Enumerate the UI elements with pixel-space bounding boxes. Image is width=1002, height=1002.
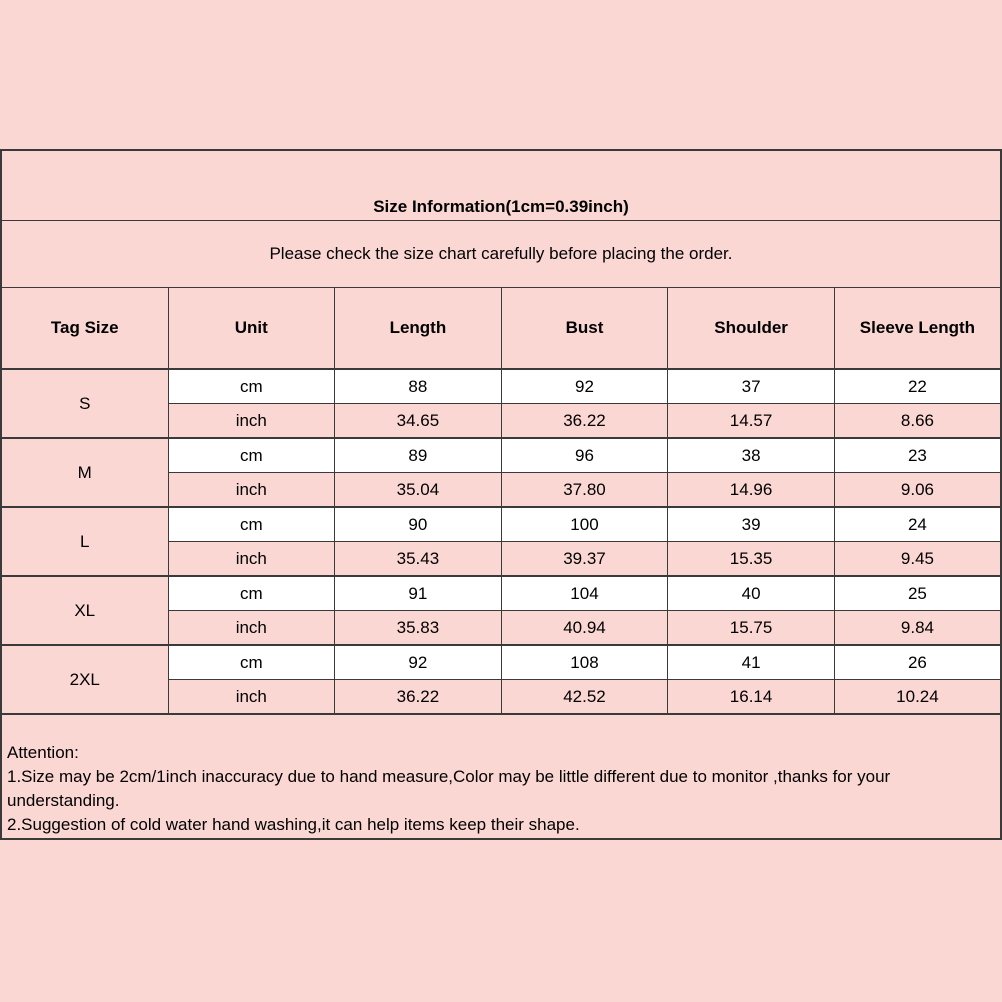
value-l-inch-1: 39.37: [501, 542, 668, 577]
value-2xl-inch-0: 36.22: [335, 680, 502, 715]
value-l-cm-0: 90: [335, 507, 502, 542]
value-s-cm-0: 88: [335, 369, 502, 404]
attention-note-2: 2.Suggestion of cold water hand washing,it can help items keep their shape.: [7, 815, 580, 834]
value-xl-cm-3: 25: [834, 576, 1001, 611]
value-m-cm-3: 23: [834, 438, 1001, 473]
column-header-row: [1, 288, 1001, 370]
value-l-cm-3: 24: [834, 507, 1001, 542]
size-row-m-cm: [1, 438, 1001, 473]
value-s-inch-1: 36.22: [501, 404, 668, 439]
tag-size-s: S: [1, 369, 168, 438]
size-table-foot-rows: [1, 714, 1001, 839]
value-s-inch-0: 34.65: [335, 404, 502, 439]
value-m-inch-3: 9.06: [834, 473, 1001, 508]
value-s-inch-3: 8.66: [834, 404, 1001, 439]
size-table-head-rows: [1, 150, 1001, 369]
unit-label-inch-m: inch: [168, 473, 335, 508]
value-m-cm-1: 96: [501, 438, 668, 473]
value-s-cm-2: 37: [668, 369, 835, 404]
title-row: [1, 150, 1001, 221]
value-m-inch-1: 37.80: [501, 473, 668, 508]
subtitle-row: [1, 221, 1001, 288]
size-row-s-cm: [1, 369, 1001, 404]
value-xl-cm-2: 40: [668, 576, 835, 611]
unit-label-inch-xl: inch: [168, 611, 335, 646]
value-xl-inch-0: 35.83: [335, 611, 502, 646]
attention-note-1: 1.Size may be 2cm/1inch inaccuracy due to hand measure,Color may be little different due to monitor ,thanks for your understanding.: [7, 767, 891, 810]
value-s-cm-3: 22: [834, 369, 1001, 404]
header-tag-size: Tag Size: [1, 288, 168, 370]
value-l-cm-1: 100: [501, 507, 668, 542]
page-subtitle: Please check the size chart carefully before placing the order.: [1, 221, 1001, 288]
value-l-cm-2: 39: [668, 507, 835, 542]
value-2xl-inch-3: 10.24: [834, 680, 1001, 715]
header-unit: Unit: [168, 288, 335, 370]
unit-label-inch-2xl: inch: [168, 680, 335, 715]
value-s-inch-2: 14.57: [668, 404, 835, 439]
value-l-inch-3: 9.45: [834, 542, 1001, 577]
value-2xl-cm-0: 92: [335, 645, 502, 680]
unit-label-cm-s: cm: [168, 369, 335, 404]
size-row-l-cm: [1, 507, 1001, 542]
value-xl-inch-3: 9.84: [834, 611, 1001, 646]
size-chart-table: [0, 149, 1002, 840]
unit-label-inch-s: inch: [168, 404, 335, 439]
value-xl-inch-1: 40.94: [501, 611, 668, 646]
size-row-xl-cm: [1, 576, 1001, 611]
value-l-inch-0: 35.43: [335, 542, 502, 577]
value-l-inch-2: 15.35: [668, 542, 835, 577]
unit-label-cm-m: cm: [168, 438, 335, 473]
size-row-2xl-cm: [1, 645, 1001, 680]
tag-size-2xl: 2XL: [1, 645, 168, 714]
value-2xl-cm-1: 108: [501, 645, 668, 680]
value-xl-inch-2: 15.75: [668, 611, 835, 646]
unit-label-cm-2xl: cm: [168, 645, 335, 680]
unit-label-cm-l: cm: [168, 507, 335, 542]
value-m-cm-2: 38: [668, 438, 835, 473]
header-sleeve-length: Sleeve Length: [834, 288, 1001, 370]
attention-heading: Attention:: [7, 743, 79, 762]
value-m-cm-0: 89: [335, 438, 502, 473]
value-xl-cm-1: 104: [501, 576, 668, 611]
unit-label-cm-xl: cm: [168, 576, 335, 611]
value-2xl-cm-2: 41: [668, 645, 835, 680]
unit-label-inch-l: inch: [168, 542, 335, 577]
attention-row: [1, 714, 1001, 839]
value-2xl-inch-2: 16.14: [668, 680, 835, 715]
value-m-inch-0: 35.04: [335, 473, 502, 508]
page-title: Size Information(1cm=0.39inch): [1, 150, 1001, 221]
header-shoulder: Shoulder: [668, 288, 835, 370]
header-length: Length: [335, 288, 502, 370]
value-2xl-inch-1: 42.52: [501, 680, 668, 715]
value-s-cm-1: 92: [501, 369, 668, 404]
tag-size-xl: XL: [1, 576, 168, 645]
size-rows: [1, 369, 1001, 714]
tag-size-l: L: [1, 507, 168, 576]
header-bust: Bust: [501, 288, 668, 370]
tag-size-m: M: [1, 438, 168, 507]
value-m-inch-2: 14.96: [668, 473, 835, 508]
value-2xl-cm-3: 26: [834, 645, 1001, 680]
value-xl-cm-0: 91: [335, 576, 502, 611]
attention-cell: [1, 714, 1001, 839]
